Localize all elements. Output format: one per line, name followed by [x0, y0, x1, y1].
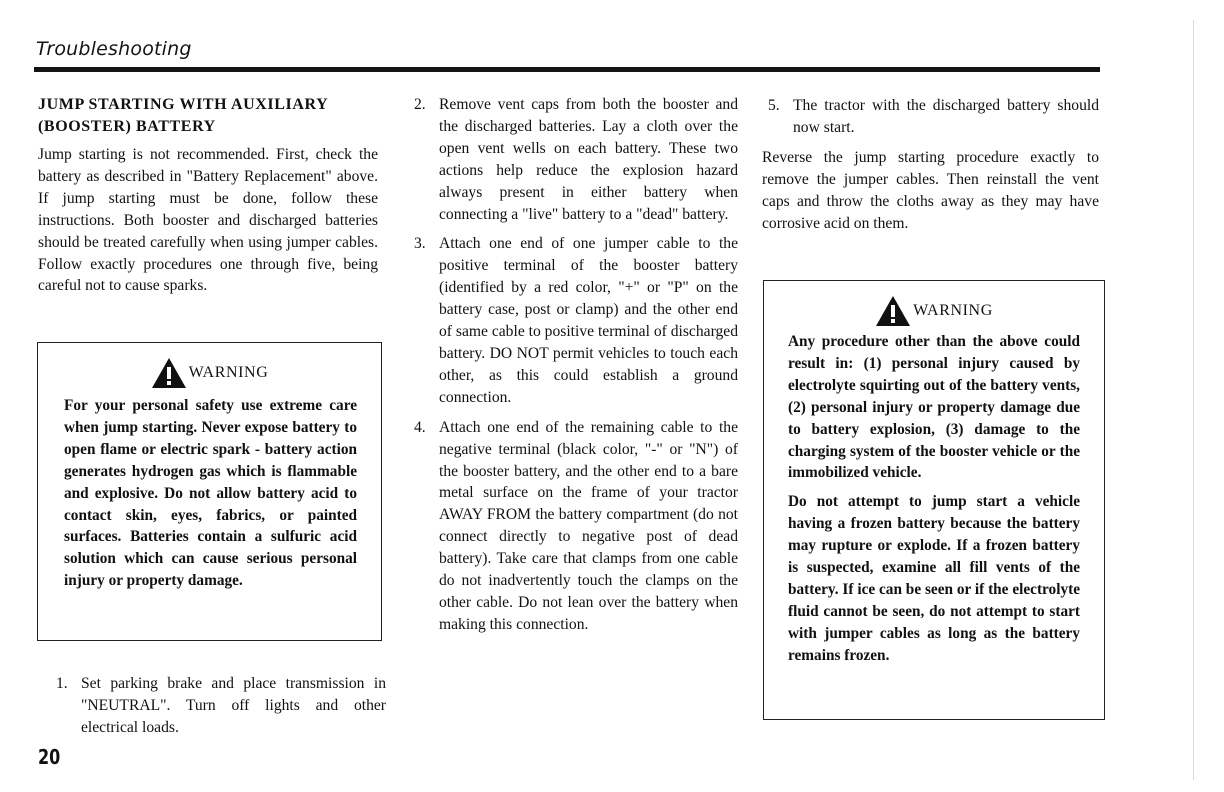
step-text: Attach one end of one jumper cable to the positive terminal of the booster battery (identified by a red color, "+" or "P" on the battery case, post or clamp) and the other end of same cable to positive terminal of discharged battery. DO NOT permit vehicles to touch each other, as this could establish a ground connection. — [439, 235, 738, 406]
column-left — [38, 94, 378, 297]
warning-triangle-icon — [875, 295, 911, 327]
step-item — [768, 95, 1099, 139]
column-right — [762, 95, 1099, 234]
warning-triangle-icon — [151, 357, 187, 389]
step-number: 4. — [414, 418, 426, 436]
warning-text: For your personal safety use extreme care when jump starting. Never expose battery to open flame or electric spark - battery action generates hydrogen gas which is flammable and explosive. Do not allow battery acid to contact skin, eyes, fabrics, or painted surfaces. Batteries contain a sulfuric acid solution which can cause serious personal injury or property damage. — [64, 397, 357, 590]
warning-paragraph: Any procedure other than the above could result in: (1) personal injury caused by electrolyte squirting out of the battery vents, (2) personal injury or property damage due to battery explosion, (3) damage to the charging system of the booster vehicle or the immobilized vehicle. — [788, 333, 1080, 482]
page-number: 20 — [38, 745, 61, 769]
step-number: 1. — [56, 675, 68, 692]
step-number: 5. — [768, 97, 780, 114]
warning-label: WARNING — [188, 364, 269, 381]
warning-label: WARNING — [913, 302, 993, 319]
step-text: The tractor with the discharged battery should now start. — [793, 97, 1099, 136]
step-number: 2. — [414, 96, 426, 113]
step-item — [414, 94, 738, 225]
warning-box-safety — [37, 342, 382, 641]
header-rule — [34, 67, 1100, 72]
step-list-start — [56, 673, 386, 747]
step-text: Set parking brake and place transmission in "NEUTRAL". Turn off lights and other electrical loads. — [81, 675, 386, 736]
margin-line — [1193, 20, 1194, 780]
warning-box-procedure — [763, 280, 1105, 720]
section-title: Troubleshooting — [36, 38, 192, 60]
step-item — [414, 417, 738, 636]
warning-paragraph: Do not attempt to jump start a vehicle having a frozen battery because the battery may rupture or explode. If a frozen battery is suspected, examine all fill vents of the battery. If ice can be seen or if the electrolyte fluid cannot be seen, do not attempt to start with jumper cables as long as the battery remains frozen. — [788, 493, 1080, 664]
reverse-paragraph: Reverse the jump starting procedure exactly to remove the jumper cables. Then reinstall the vent caps and throw the cloths away as they may have corrosive acid on them. — [762, 148, 1099, 232]
column-middle — [414, 94, 738, 644]
step-number: 3. — [414, 235, 426, 253]
intro-paragraph: Jump starting is not recommended. First, check the battery as described in "Battery Replacement" above. If jump starting must be done, follow these instructions. Both booster and discharged batteries should be treated carefully when using jumper cables. Follow exactly procedures one through five, being careful not to cause sparks. — [38, 146, 378, 295]
step-text: Remove vent caps from both the booster and the discharged batteries. Lay a cloth over the open vent wells on each battery. These two actions help reduce the explosion hazard always present in either battery when connecting a "live" battery to a "dead" battery. — [439, 96, 738, 223]
warning-header — [38, 357, 381, 389]
warning-header — [764, 295, 1104, 327]
step-item — [56, 673, 386, 739]
step-item — [414, 233, 738, 408]
section-heading: JUMP STARTING WITH AUXILIARY (BOOSTER) BATTERY — [38, 96, 328, 135]
warning-text — [764, 331, 1104, 667]
step-text: Attach one end of the remaining cable to the negative terminal (black color, "-" or "N") of the booster battery, and the other end to a bare metal surface on the frame of your tractor AWAY FROM the battery compartment (do not connect directly to negative post of dead battery). Take care that clamps from one cable do not inadvertently touch the clamps on the other cable. Do not lean over the battery when making this connection. — [439, 418, 738, 633]
